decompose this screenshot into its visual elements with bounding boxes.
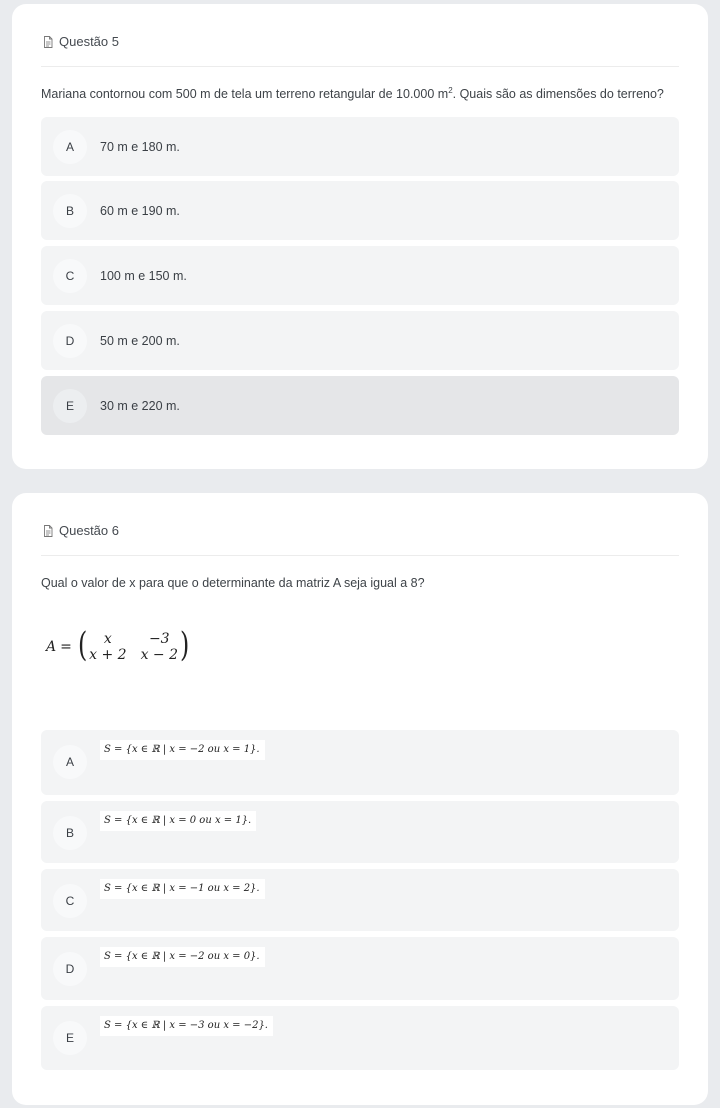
option-math: S = {x ∈ ℝ | x = −2 ou x = 0}. — [100, 947, 265, 967]
option-e[interactable] — [41, 376, 679, 435]
option-text: 100 m e 150 m. — [100, 268, 187, 283]
option-a[interactable] — [41, 117, 679, 176]
question-5-header — [41, 34, 679, 67]
matrix-cell: x — [103, 631, 112, 647]
option-letter: C — [53, 884, 87, 918]
option-d[interactable] — [41, 937, 679, 1000]
option-b[interactable] — [41, 181, 679, 240]
matrix-cell: x − 2 — [140, 647, 178, 663]
matrix-name: A — [46, 639, 57, 655]
option-c[interactable] — [41, 246, 679, 305]
question-5-title: Questão 5 — [59, 34, 119, 49]
question-6-header — [41, 523, 679, 556]
option-text: 60 m e 190 m. — [100, 203, 180, 218]
option-a[interactable] — [41, 730, 679, 795]
left-paren: ( — [77, 625, 88, 665]
document-icon — [41, 524, 55, 538]
matrix-equation — [46, 625, 191, 665]
question-5-statement: Mariana contornou com 500 m de tela um terreno retangular de 10.000 $m^2$. Quais são as dimensões do terreno? — [41, 85, 664, 101]
option-b[interactable] — [41, 801, 679, 863]
option-math: S = {x ∈ ℝ | x = −1 ou x = 2}. — [100, 879, 265, 899]
matrix-grid — [89, 631, 178, 663]
option-letter: C — [53, 259, 87, 293]
option-letter: D — [53, 952, 87, 986]
option-d[interactable] — [41, 311, 679, 370]
option-text: 30 m e 220 m. — [100, 398, 180, 413]
right-paren: ) — [179, 625, 190, 665]
option-math: S = {x ∈ ℝ | x = 0 ou x = 1}. — [100, 811, 256, 831]
question-5-card — [12, 4, 708, 469]
matrix-cell: −3 — [148, 631, 170, 647]
option-letter: A — [53, 745, 87, 779]
option-math: S = {x ∈ ℝ | x = −2 ou x = 1}. — [100, 740, 265, 760]
question-6-statement: Qual o valor de x para que o determinante da matriz A seja igual a 8? — [41, 576, 425, 590]
option-math: S = {x ∈ ℝ | x = −3 ou x = −2}. — [100, 1016, 273, 1036]
matrix-cell: x + 2 — [89, 647, 127, 663]
option-letter: E — [53, 389, 87, 423]
question-6-title: Questão 6 — [59, 523, 119, 538]
question-6-card — [12, 493, 708, 1105]
option-letter: A — [53, 130, 87, 164]
option-text: 50 m e 200 m. — [100, 333, 180, 348]
option-letter: D — [53, 324, 87, 358]
document-icon — [41, 35, 55, 49]
option-letter: E — [53, 1021, 87, 1055]
option-e[interactable] — [41, 1006, 679, 1070]
option-letter: B — [53, 816, 87, 850]
option-letter: B — [53, 194, 87, 228]
option-text: 70 m e 180 m. — [100, 139, 180, 154]
equals-sign: = — [60, 639, 72, 655]
option-c[interactable] — [41, 869, 679, 931]
